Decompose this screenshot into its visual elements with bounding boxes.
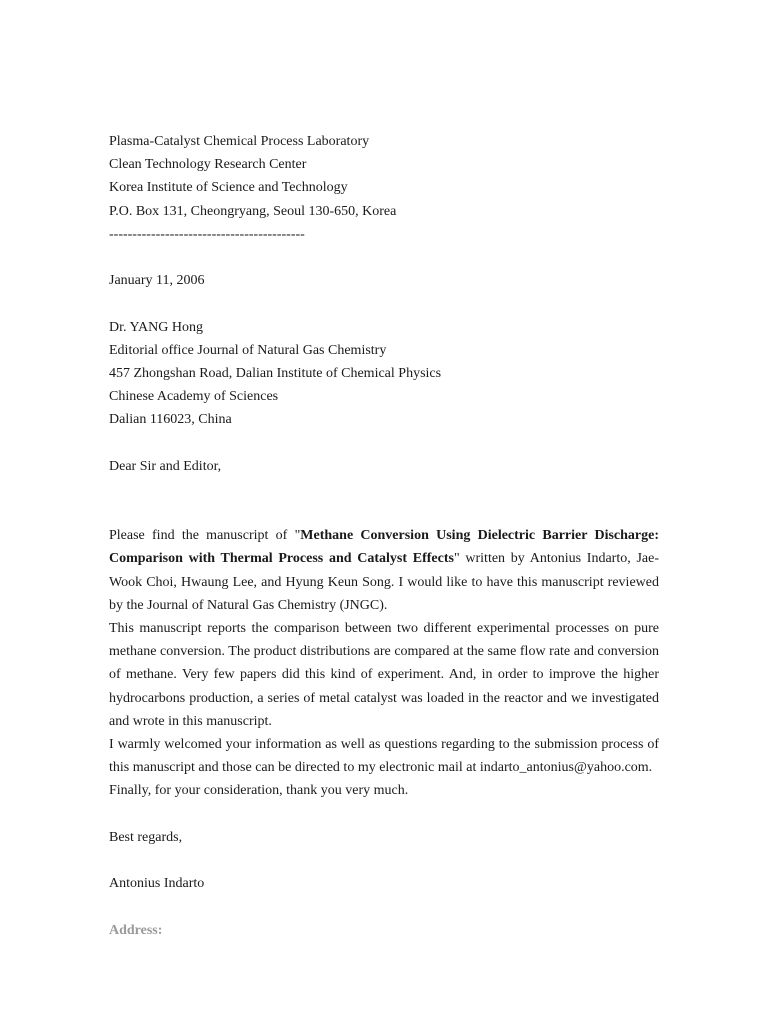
body-text: Please find the manuscript of " — [109, 528, 301, 544]
body-paragraph-1 — [109, 524, 659, 617]
sender-line: Korea Institute of Science and Technology — [109, 180, 348, 196]
letter-body — [109, 524, 659, 802]
letter-page — [109, 130, 659, 942]
letter-date: January 11, 2006 — [109, 273, 205, 289]
manuscript-title: Methane Conversion Using Dielectric Barrier Discharge: Comparison with Thermal Process and Catalyst Effects — [109, 528, 659, 567]
separator-line: ------------------------------------------ — [109, 226, 305, 242]
spacer — [109, 292, 659, 315]
recipient-line: Dalian 116023, China — [109, 412, 232, 428]
spacer — [109, 803, 659, 826]
spacer — [109, 895, 659, 918]
body-paragraph-4: Finally, for your consideration, thank you very much. — [109, 783, 409, 799]
spacer — [109, 246, 659, 269]
sender-line: P.O. Box 131, Cheongryang, Seoul 130-650, Korea — [109, 203, 397, 219]
spacer — [109, 478, 659, 501]
body-text: " written by Antonius Indarto, Jae-Wook Choi, Hwaung Lee, and Hyung Keun Song. I would like to have this manuscript reviewed by the Journal of Natural Gas Chemistry (JNGC). — [109, 551, 659, 613]
recipient-line: Dr. YANG Hong — [109, 319, 203, 335]
closing: Best regards, — [109, 829, 183, 845]
spacer — [109, 849, 659, 872]
spacer — [109, 501, 659, 524]
spacer — [109, 431, 659, 454]
recipient-line: Editorial office Journal of Natural Gas Chemistry — [109, 342, 387, 358]
sender-address-block — [109, 130, 659, 246]
recipient-line: Chinese Academy of Sciences — [109, 389, 279, 405]
sender-line: Plasma-Catalyst Chemical Process Laboratory — [109, 134, 370, 149]
address-label: Address: — [109, 922, 163, 938]
signature-name: Antonius Indarto — [109, 876, 205, 892]
sender-line: Clean Technology Research Center — [109, 157, 307, 173]
recipient-line: 457 Zhongshan Road, Dalian Institute of Chemical Physics — [109, 365, 442, 381]
recipient-address-block — [109, 316, 659, 432]
body-paragraph-3: I warmly welcomed your information as well as questions regarding to the submission process of this manuscript and those can be directed to my electronic mail at indarto_antonius@yahoo.com. — [109, 737, 659, 776]
body-paragraph-2: This manuscript reports the comparison between two different experimental processes on pure methane conversion. The product distributions are compared at the same flow rate and conversion of methane. Very few papers did this kind of experiment. And, in order to improve the higher hydrocarbons production, a series of metal catalyst was loaded in the reactor and we investigated and wrote in this manuscript. — [109, 621, 659, 729]
salutation: Dear Sir and Editor, — [109, 458, 222, 474]
